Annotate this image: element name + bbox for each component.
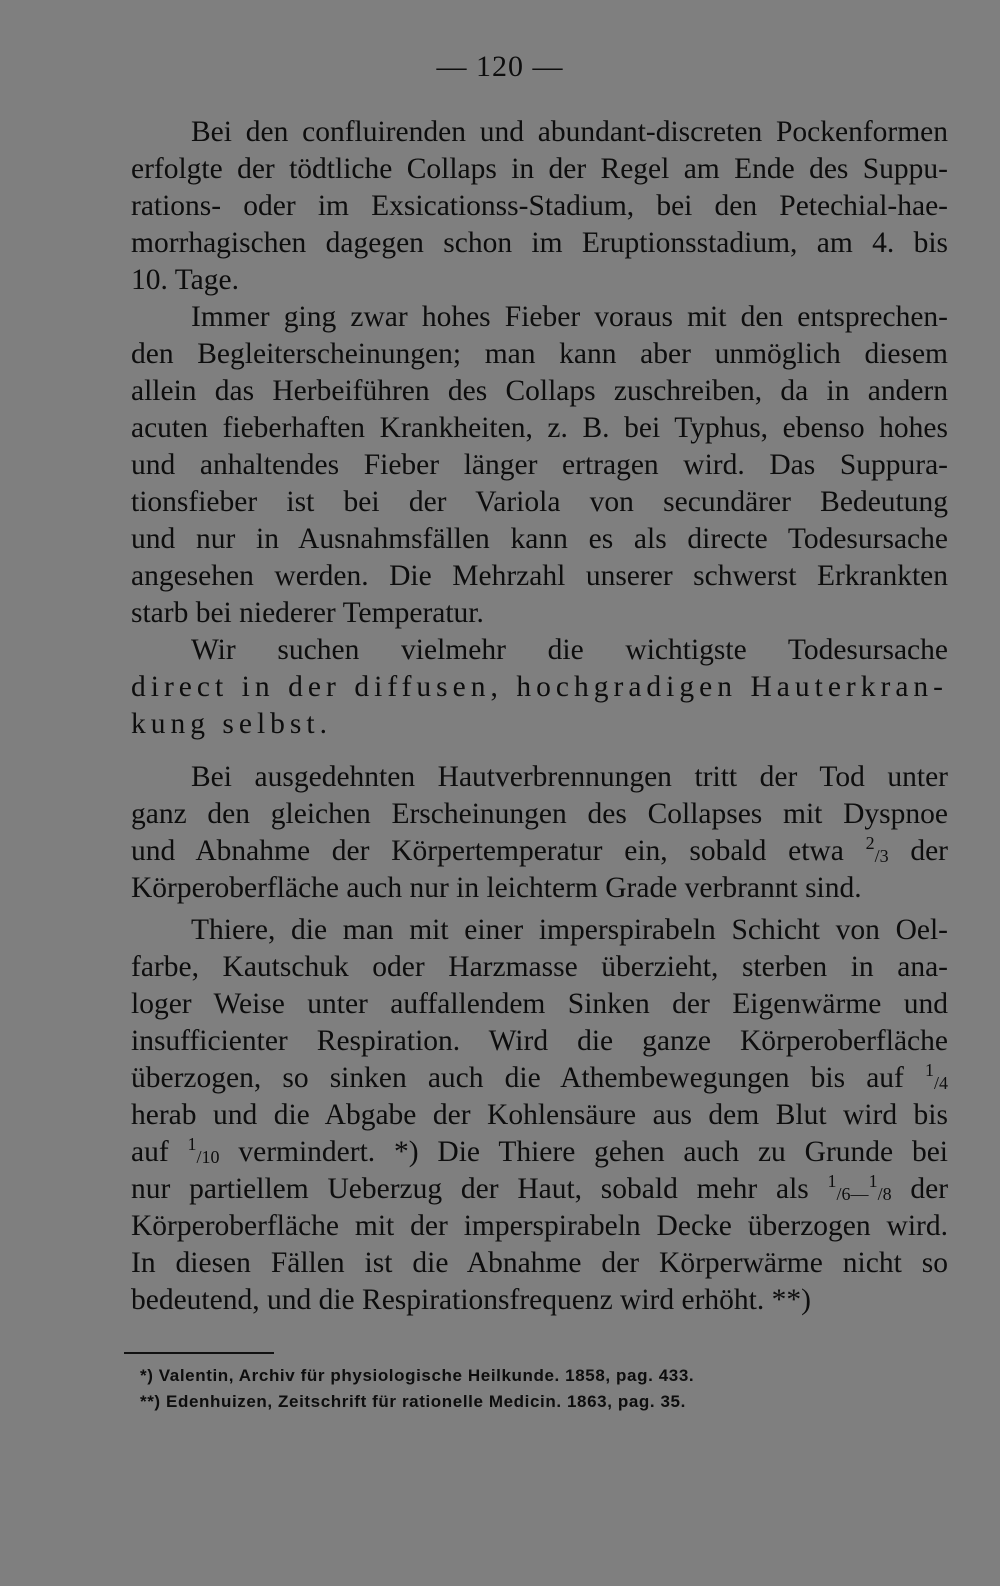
paragraph-5-line: Thiere, die man mit einer imperspirabeln Schicht von Oel- [191, 914, 948, 946]
fraction: $^1$/6—$^1$/8 [827, 1171, 892, 1204]
paragraph-5-line: herab und die Abgabe der Kohlensäure aus dem Blut wird bis [131, 1099, 948, 1131]
paragraph-2-line: allein das Herbeiführen des Collaps zuschreiben, da in andern [131, 375, 948, 407]
paragraph-1-line: 10. Tage. [131, 264, 239, 296]
paragraph-5-line: loger Weise unter auffallendem Sinken der Eigenwärme und [131, 988, 948, 1020]
footnote: *) Valentin, Archiv für physiologische Heilkunde. 1858, pag. 433. [140, 1366, 695, 1385]
paragraph-2-line: und anhaltendes Fieber länger ertragen wird. Das Suppura- [131, 449, 948, 481]
fraction: $^1$/4 [925, 1060, 949, 1093]
fraction: $^2$/3 [865, 833, 889, 866]
paragraph-5-line: Körperoberfläche mit der imperspirabeln Decke überzogen wird. [131, 1210, 948, 1242]
line-text: der [910, 835, 949, 867]
paragraph-2-line: tionsfieber ist bei der Variola von secundärer Bedeutung [131, 486, 948, 518]
paragraph-1-line: erfolgte der tödtliche Collaps in der Regel am Ende des Suppu- [131, 153, 948, 185]
paragraph-4-line: Bei ausgedehnten Hautverbrennungen tritt der Tod unter [191, 761, 948, 793]
paragraph-4-line: Körperoberfläche auch nur in leichterm Grade verbrannt sind. [131, 872, 862, 904]
line-text: auf [131, 1136, 169, 1168]
paragraph-5-line [131, 1134, 948, 1171]
paragraph-2-line: acuten fieberhaften Krankheiten, z. B. bei Typhus, ebenso hohes [131, 412, 948, 444]
footnote-divider [124, 1352, 274, 1354]
paragraph-1-line: Bei den confluirenden und abundant-discreten Pockenformen [191, 116, 948, 148]
paragraph-2-line: angesehen werden. Die Mehrzahl unserer schwerst Erkrankten [131, 560, 948, 592]
page-number: — 120 — [436, 50, 564, 83]
paragraph-3-line: Wir suchen vielmehr die wichtigste Todesursache [191, 634, 948, 666]
footnote: **) Edenhuizen, Zeitschrift für rationelle Medicin. 1863, pag. 35. [140, 1392, 686, 1411]
paragraph-5-line: insufficienter Respiration. Wird die ganze Körperoberfläche [131, 1025, 948, 1057]
paragraph-4-line: ganz den gleichen Erscheinungen des Collapses mit Dyspnoe [131, 798, 948, 830]
paragraph-2-line: Immer ging zwar hohes Fieber voraus mit den entsprechen- [191, 301, 948, 333]
paragraph-5-line [131, 1060, 948, 1097]
line-text: nur partiellem Ueberzug der Haut, sobald mehr als [131, 1173, 809, 1205]
paragraph-5-line: In diesen Fällen ist die Abnahme der Körperwärme nicht so [131, 1247, 948, 1279]
line-text: vermindert. *) Die Thiere gehen auch zu Grunde bei [238, 1136, 948, 1168]
fraction: $^1$/10 [187, 1134, 220, 1167]
paragraph-1-line: rations- oder im Exsicationss-Stadium, bei den Petechial-hae- [131, 190, 948, 222]
paragraph-2-line: starb bei niederer Temperatur. [131, 597, 484, 629]
paragraph-4-line [131, 833, 948, 870]
paragraph-5-line [131, 1171, 948, 1208]
line-text: der [910, 1173, 949, 1205]
paragraph-5-line: bedeutend, und die Respirationsfrequenz wird erhöht. **) [131, 1284, 811, 1316]
paragraph-5-line: farbe, Kautschuk oder Harzmasse überzieht, sterben in ana- [131, 951, 948, 983]
paragraph-3-line: direct in der diffusen, hochgradigen Hauterkran- [131, 671, 948, 703]
paragraph-2-line: den Begleiterscheinungen; man kann aber unmöglich diesem [131, 338, 948, 370]
paragraph-1-line: morrhagischen dagegen schon im Eruptionsstadium, am 4. bis [131, 227, 948, 259]
line-text: und Abnahme der Körpertemperatur ein, sobald etwa [131, 835, 844, 867]
paragraph-2-line: und nur in Ausnahmsfällen kann es als directe Todesursache [131, 523, 948, 555]
paragraph-3-line: kung selbst. [131, 708, 332, 740]
line-text: überzogen, so sinken auch die Athembewegungen bis auf [131, 1062, 904, 1094]
